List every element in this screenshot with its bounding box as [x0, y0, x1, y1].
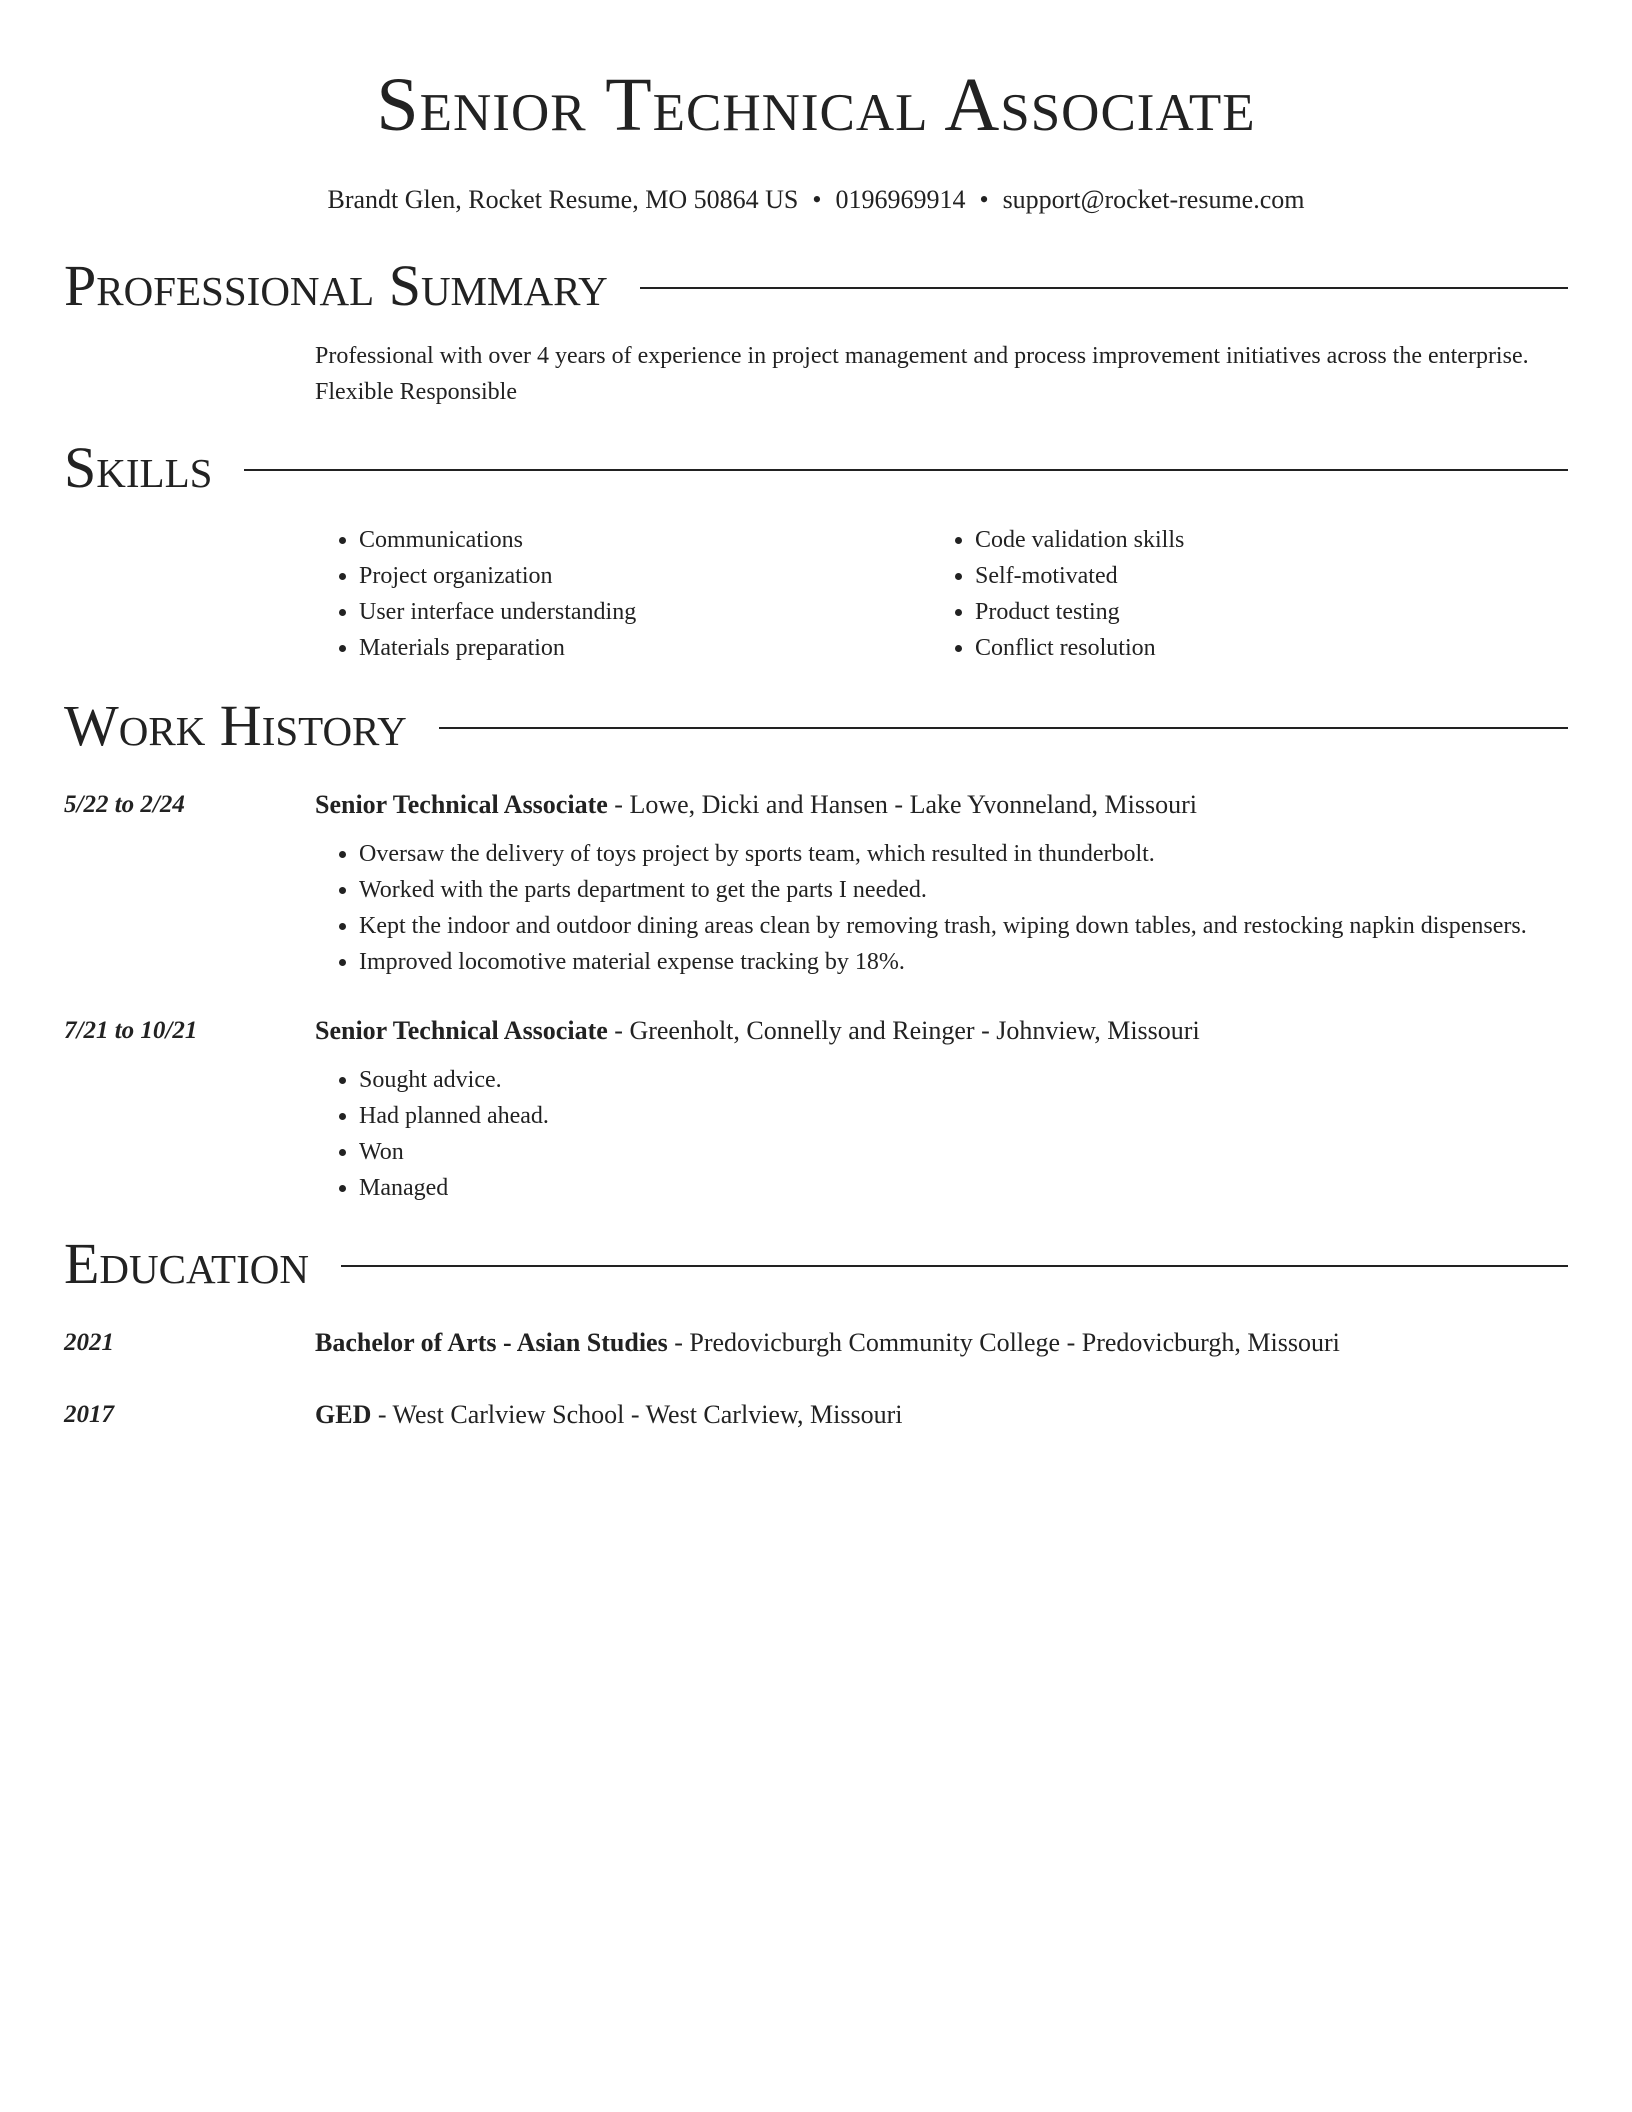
education-school-location: - Predovicburgh Community College - Predovicburgh, Missouri — [667, 1328, 1340, 1357]
skill-item: • Communications — [359, 522, 931, 558]
resume-name: Senior Technical Associate — [376, 63, 1256, 147]
job-company-location: - Lowe, Dicki and Hansen - Lake Yvonneland, Missouri — [607, 790, 1198, 819]
skill-item: • User interface understanding — [359, 594, 931, 630]
job-title: Senior Technical Associate — [315, 790, 608, 819]
skill-item: • Conflict resolution — [975, 630, 1547, 666]
section-divider — [341, 1265, 1568, 1267]
job-bullet: • Sought advice. — [359, 1062, 1568, 1098]
job-heading — [315, 1014, 1200, 1048]
education-degree: GED — [315, 1400, 372, 1429]
section-divider — [439, 727, 1568, 729]
contact-phone: 0196969914 — [835, 185, 966, 214]
education-degree: Bachelor of Arts - Asian Studies — [315, 1328, 668, 1357]
skills-list — [315, 522, 1568, 666]
job-bullet: • Kept the indoor and outdoor dining areas clean by removing trash, wiping down tables, and restocking napkin dispensers. — [359, 908, 1568, 944]
job-bullet: • Oversaw the delivery of toys project by sports team, which resulted in thunderbolt. — [359, 836, 1568, 872]
section-divider — [244, 469, 1568, 471]
skill-item: • Materials preparation — [359, 630, 931, 666]
section-education — [64, 1232, 1568, 1296]
job-company-location: - Greenholt, Connelly and Reinger - Johnview, Missouri — [607, 1016, 1200, 1045]
job-bullet: • Worked with the parts department to get the parts I needed. — [359, 872, 1568, 908]
job-dates: 7/21 to 10/21 — [64, 1017, 198, 1044]
education-year: 2017 — [64, 1401, 114, 1428]
skills-column-left — [315, 522, 931, 666]
job-title: Senior Technical Associate — [315, 1016, 608, 1045]
education-heading — [315, 1326, 1340, 1360]
job-heading — [315, 788, 1197, 822]
skill-item: • Project organization — [359, 558, 931, 594]
job-bullets — [315, 1062, 1568, 1206]
job-dates: 5/22 to 2/24 — [64, 791, 185, 818]
skill-item: • Code validation skills — [975, 522, 1547, 558]
job-entry — [64, 1014, 1568, 1048]
contact-address: Brandt Glen, Rocket Resume, MO 50864 US — [327, 185, 799, 214]
contact-email: support@rocket-resume.com — [1002, 185, 1305, 214]
education-school-location: - West Carlview School - West Carlview, Missouri — [371, 1400, 903, 1429]
section-heading: Skills — [64, 435, 213, 500]
job-bullet: • Had planned ahead. — [359, 1098, 1568, 1134]
contact-separator: • — [812, 185, 822, 214]
education-entry — [64, 1326, 1568, 1360]
education-entry — [64, 1398, 1568, 1432]
section-work-history — [64, 694, 1568, 758]
section-professional-summary — [64, 254, 1568, 318]
skill-item: • Product testing — [975, 594, 1547, 630]
education-heading — [315, 1398, 903, 1432]
contact-line — [64, 184, 1568, 216]
skill-item: • Self-motivated — [975, 558, 1547, 594]
section-heading: Work History — [64, 693, 407, 758]
skills-column-right — [931, 522, 1547, 666]
section-heading: Education — [64, 1231, 309, 1296]
job-bullet: • Won — [359, 1134, 1568, 1170]
section-heading: Professional Summary — [64, 253, 608, 318]
section-divider — [640, 287, 1568, 289]
education-year: 2021 — [64, 1329, 114, 1356]
job-bullet: • Improved locomotive material expense tracking by 18%. — [359, 944, 1568, 980]
job-entry — [64, 788, 1568, 822]
section-skills — [64, 436, 1568, 500]
contact-separator: • — [979, 185, 989, 214]
job-bullets — [315, 836, 1568, 980]
job-bullet: • Managed — [359, 1170, 1568, 1206]
summary-text: Professional with over 4 years of experience in project management and process improvement initiatives across the enterprise. Flexible Responsible — [315, 343, 1529, 405]
